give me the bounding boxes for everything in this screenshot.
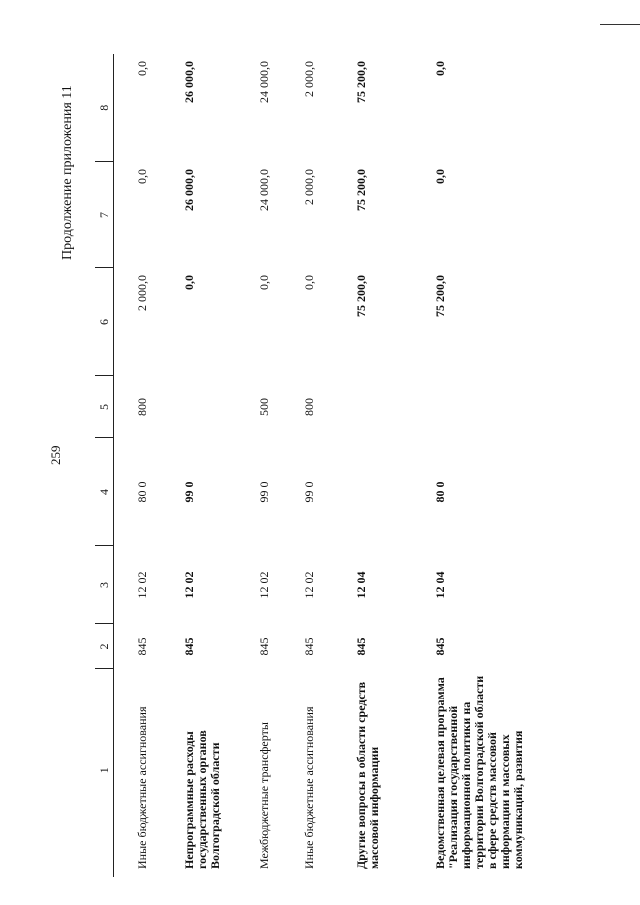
table-row bbox=[258, 54, 303, 877]
cell-vr bbox=[183, 376, 258, 438]
cell-ved: 845 bbox=[256, 637, 271, 656]
cell-sum-6: 0,0 bbox=[301, 275, 316, 290]
cell-razdel: 12 02 bbox=[134, 571, 149, 599]
cell-sum-7: 0,0 bbox=[134, 169, 149, 184]
cell-cst: 80 0 bbox=[134, 481, 149, 503]
cell-vr: 800 bbox=[301, 398, 316, 416]
cell-sum-8: 0,0 bbox=[134, 61, 149, 76]
cell-ved: 845 bbox=[181, 637, 196, 656]
cell-cst: 99 0 bbox=[256, 481, 271, 503]
cell-cst: 99 0 bbox=[181, 481, 196, 503]
cell-sum-7: 0,0 bbox=[432, 169, 447, 184]
row-name: Иные бюджетные ассигнования bbox=[301, 706, 316, 869]
page-number: 259 bbox=[48, 445, 63, 465]
cell-sum-6: 0,0 bbox=[181, 275, 196, 290]
cell-razdel: 12 04 bbox=[432, 571, 447, 599]
table-row bbox=[136, 54, 183, 877]
table-row bbox=[303, 54, 355, 877]
header-cell: 1 bbox=[95, 669, 114, 877]
cell-razdel: 12 02 bbox=[301, 571, 316, 599]
cell-sum-8: 24 000,0 bbox=[256, 61, 271, 103]
budget-table bbox=[95, 54, 574, 877]
cell-ved: 845 bbox=[353, 637, 368, 656]
row-name: Ведомственная целевая программа "Реализация государственной информационной политики на территории Волгоградской области в сфере средств массовой информации и массовых коммуникаций, развития bbox=[432, 675, 525, 869]
row-name: Иные бюджетные ассигнования bbox=[134, 706, 149, 869]
row-name: Межбюджетные трансферты bbox=[256, 722, 271, 869]
cell-cst: 80 0 bbox=[432, 481, 447, 503]
cell-sum-7: 75 200,0 bbox=[353, 169, 368, 211]
cell-vr: 800 bbox=[134, 398, 149, 416]
header-cell: 6 bbox=[95, 268, 114, 376]
cell-sum-6: 0,0 bbox=[256, 275, 271, 290]
cell-sum-6: 2 000,0 bbox=[134, 275, 149, 311]
cell-sum-8: 0,0 bbox=[432, 61, 447, 76]
cell-sum-8: 26 000,0 bbox=[181, 61, 196, 103]
cell-ved: 845 bbox=[432, 637, 447, 656]
cell-cst: 99 0 bbox=[301, 481, 316, 503]
cell-vr: 500 bbox=[256, 398, 271, 416]
cell-sum-6: 75 200,0 bbox=[432, 275, 447, 317]
cell-vr bbox=[434, 376, 574, 438]
cell-sum-7: 2 000,0 bbox=[301, 169, 316, 205]
continuation-title: Продолжение приложения 11 bbox=[60, 85, 75, 260]
header-cell: 4 bbox=[95, 438, 114, 546]
cell-sum-7: 24 000,0 bbox=[256, 169, 271, 211]
row-name: Непрограммные расходы государственных органов Волгоградской области bbox=[181, 730, 222, 869]
table-header-row bbox=[95, 54, 114, 877]
cell-sum-7: 26 000,0 bbox=[181, 169, 196, 211]
row-name: Другие вопросы в области средств массовой информации bbox=[353, 681, 381, 869]
cell-razdel: 12 02 bbox=[256, 571, 271, 599]
cell-sum-8: 75 200,0 bbox=[353, 61, 368, 103]
cell-ved: 845 bbox=[301, 637, 316, 656]
header-cell: 2 bbox=[95, 624, 114, 669]
header-cell: 3 bbox=[95, 546, 114, 624]
cell-vr bbox=[355, 376, 434, 438]
scan-edge-mark bbox=[600, 0, 640, 25]
header-cell: 8 bbox=[95, 54, 114, 162]
header-cell: 5 bbox=[95, 376, 114, 438]
header-cell: 7 bbox=[95, 162, 114, 268]
cell-ved: 845 bbox=[134, 637, 149, 656]
table-row bbox=[355, 54, 434, 877]
cell-sum-8: 2 000,0 bbox=[301, 61, 316, 97]
table-row bbox=[434, 54, 574, 877]
cell-sum-6: 75 200,0 bbox=[353, 275, 368, 317]
cell-razdel: 12 02 bbox=[181, 571, 196, 599]
cell-cst bbox=[355, 438, 434, 546]
cell-razdel: 12 04 bbox=[353, 571, 368, 599]
table-row bbox=[183, 54, 258, 877]
